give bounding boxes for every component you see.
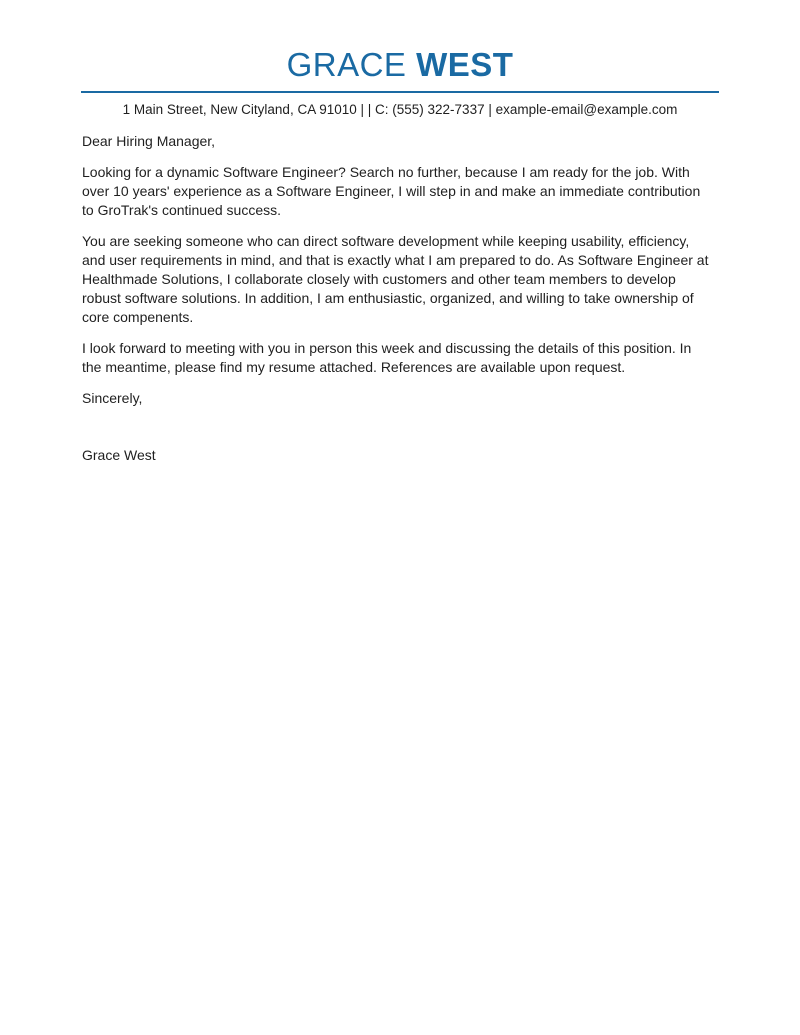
contact-line: 1 Main Street, New Cityland, CA 91010 | | C: (555) 322-7337 | example-email@example.com — [122, 102, 678, 117]
candidate-last-name: WEST — [416, 46, 514, 83]
candidate-first-name: GRACE — [286, 46, 407, 83]
letter-paragraph-2: You are seeking someone who can direct software development while keeping usability, efficiency, and user requirements in mind, and that is exactly what I am prepared to do. As Software Engineer at Healthmade Solutions, I collaborate closely with customers and other team members to develop robust software solutions. In addition, I am enthusiastic, organized, and willing to take ownership of core compenents. — [82, 233, 709, 325]
letter-paragraph-1: Looking for a dynamic Software Engineer? Search no further, because I am ready for the job. With over 10 years' experience as a Software Engineer, I will step in and make an immediate contribution to GroTrak's continued success. — [82, 164, 701, 218]
header-divider-rule — [81, 91, 719, 93]
letter-body — [0, 132, 800, 465]
letter-header — [0, 0, 800, 118]
signature-name: Grace West — [82, 447, 156, 463]
closing: Sincerely, — [82, 390, 143, 406]
candidate-name — [0, 46, 800, 84]
letter-paragraph-3: I look forward to meeting with you in person this week and discussing the details of this position. In the meantime, please find my resume attached. References are available upon request. — [82, 340, 692, 375]
salutation: Dear Hiring Manager, — [82, 133, 216, 149]
